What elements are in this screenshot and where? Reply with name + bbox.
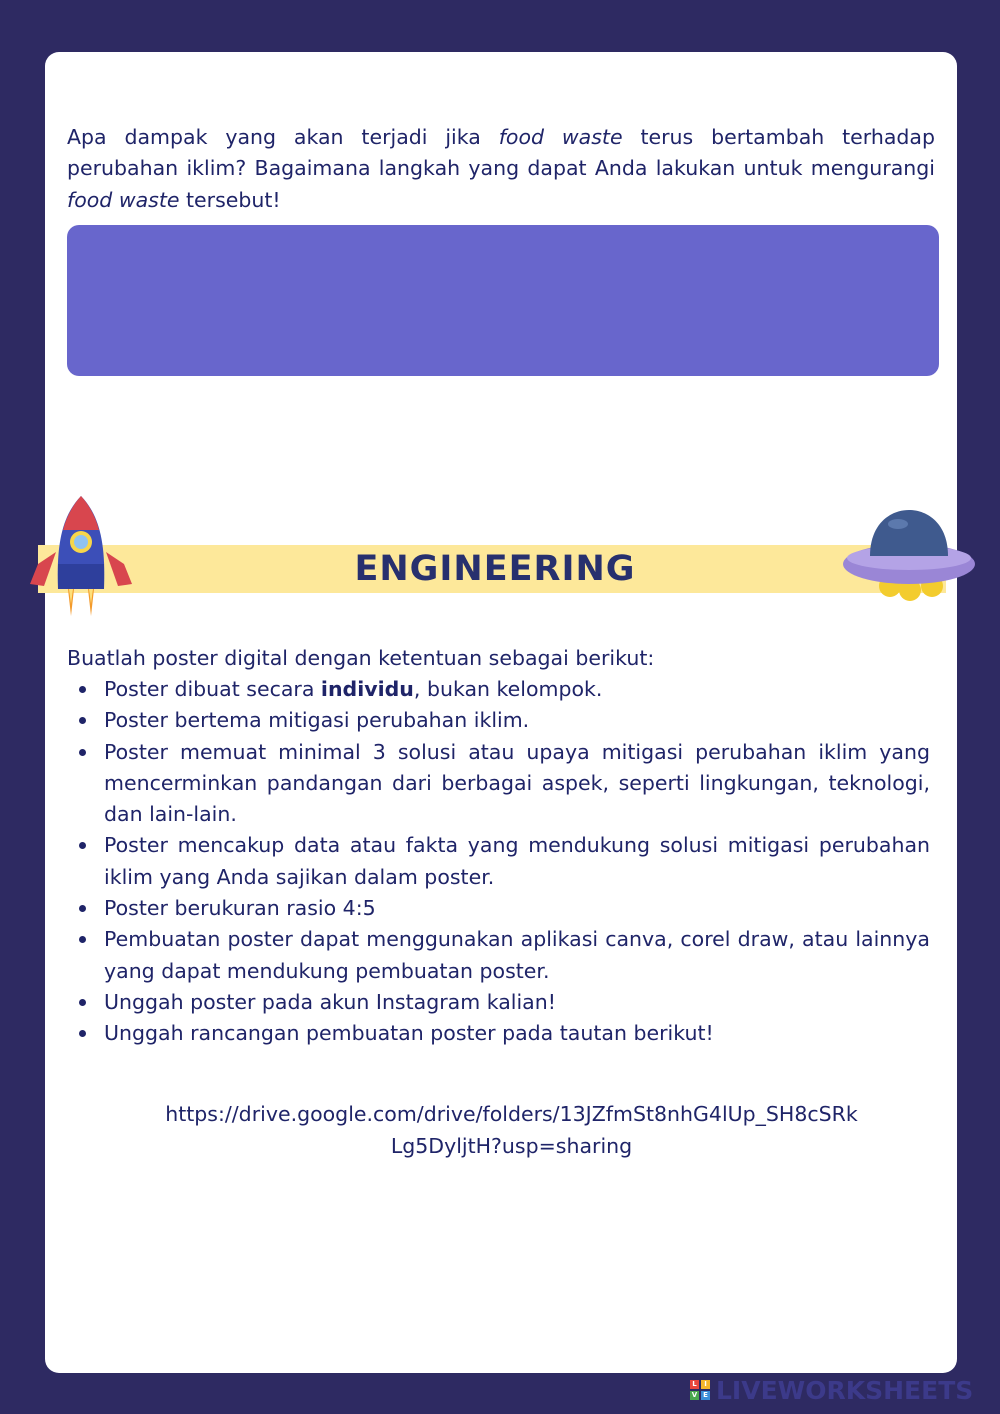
brand-logo-letter: I [701, 1380, 710, 1389]
rocket-icon [26, 494, 136, 626]
question-emphasis: food waste [67, 187, 180, 212]
instructions-list [67, 674, 930, 1050]
ufo-icon [840, 506, 978, 602]
question-part: tersebut! [179, 187, 281, 212]
list-item: Poster berukuran rasio 4:5 [104, 893, 930, 924]
brand-logo-letter: V [691, 1391, 698, 1399]
question-part: Apa dampak yang akan terjadi jika [67, 125, 499, 149]
list-item: Poster bertema mitigasi perubahan iklim. [104, 705, 930, 736]
question-part: terus bertambah terhadap perubahan iklim? Bagaimana langkah yang dapat Anda lakukan untuk mengurangi [67, 125, 935, 181]
section-title: ENGINEERING [354, 549, 636, 589]
question-text [67, 122, 935, 216]
brand-watermark [690, 1375, 973, 1405]
brand-logo-icon [690, 1380, 710, 1400]
answer-input-box[interactable] [67, 225, 939, 376]
list-item: Poster mencakup data atau fakta yang mendukung solusi mitigasi perubahan iklim yang Anda sajikan dalam poster. [104, 830, 930, 893]
list-item: Pembuatan poster dapat menggunakan aplikasi canva, corel draw, atau lainnya yang dapat mendukung pembuatan poster. [104, 924, 930, 987]
list-item: Poster memuat minimal 3 solusi atau upaya mitigasi perubahan iklim yang mencerminkan pandangan dari berbagai aspek, seperti lingkungan, teknologi, dan lain-lain. [104, 737, 930, 831]
list-item [104, 674, 930, 705]
brand-logo-letter: E [701, 1391, 710, 1400]
list-item-text: , bukan kelompok. [413, 677, 603, 701]
drive-link-line[interactable]: https://drive.google.com/drive/folders/13JZfmSt8nhG4lUp_SH8cSRk [165, 1102, 858, 1126]
drive-link-line[interactable]: Lg5DyljtH?usp=sharing [390, 1134, 633, 1158]
list-item: Unggah rancangan pembuatan poster pada tautan berikut! [104, 1018, 930, 1049]
brand-logo-letter: L [690, 1380, 699, 1389]
list-item: Unggah poster pada akun Instagram kalian! [104, 987, 930, 1018]
brand-name: LIVEWORKSHEETS [716, 1375, 974, 1405]
list-item-text: Poster dibuat secara [104, 677, 321, 701]
list-item-emphasis: individu [320, 677, 414, 701]
instructions-intro: Buatlah poster digital dengan ketentuan sebagai berikut: [67, 646, 655, 670]
question-emphasis: food waste [498, 125, 623, 149]
drive-link[interactable] [100, 1098, 923, 1162]
